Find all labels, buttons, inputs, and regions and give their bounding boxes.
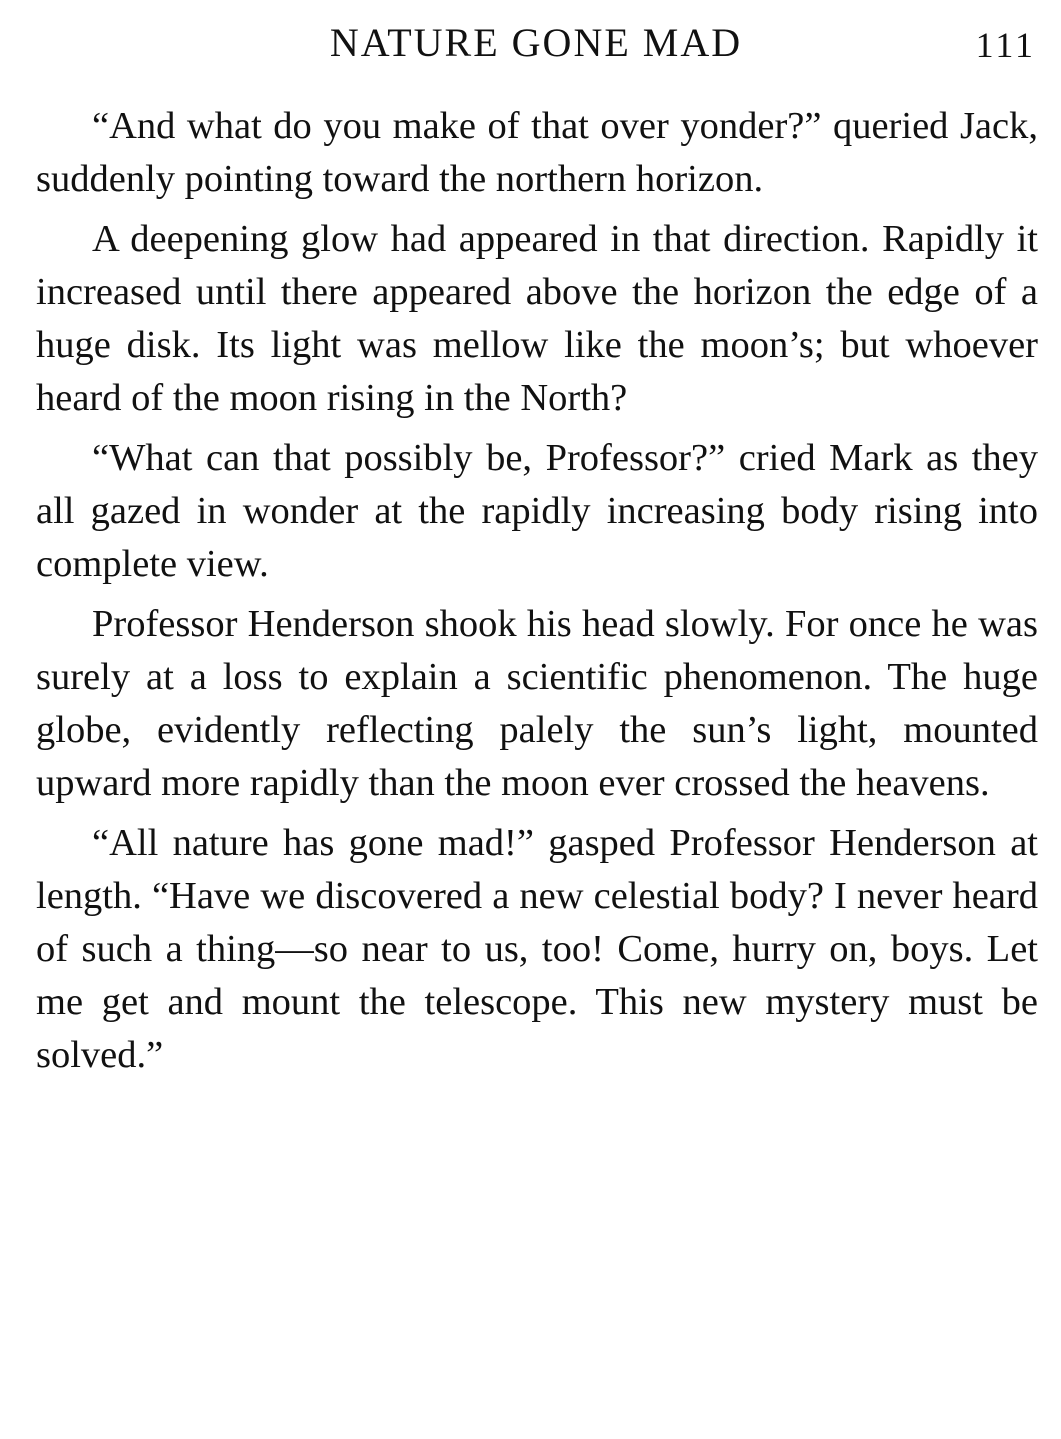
paragraph: A deepening glow had appeared in that direction. Rapidly it increased until there appeared above the horizon the edge of a huge disk. Its light was mellow like the moon’s; but whoever heard of the moon rising in the North? xyxy=(36,218,1038,419)
page-number: 111 xyxy=(975,25,1036,65)
running-title: NATURE GONE MAD xyxy=(329,20,743,65)
paragraph: “What can that possibly be, Professor?” cried Mark as they all gazed in wonder at the rapidly increasing body rising into complete view. xyxy=(36,437,1038,585)
page-header xyxy=(36,18,1036,68)
paragraph: Professor Henderson shook his head slowly. For once he was surely at a loss to explain a scientific phenomenon. The huge globe, evidently reflecting palely the sun’s light, mounted upward more rapidly than the moon ever crossed the heavens. xyxy=(36,603,1038,804)
body-text xyxy=(36,100,1038,1089)
paragraph: “All nature has gone mad!” gasped Professor Henderson at length. “Have we discovered a new celestial body? I never heard of such a thing—so near to us, too! Come, hurry on, boys. Let me get and mount the telescope. This new mystery must be solved.” xyxy=(36,822,1038,1076)
paragraph: “And what do you make of that over yonder?” queried Jack, suddenly pointing toward the northern horizon. xyxy=(36,105,1038,200)
